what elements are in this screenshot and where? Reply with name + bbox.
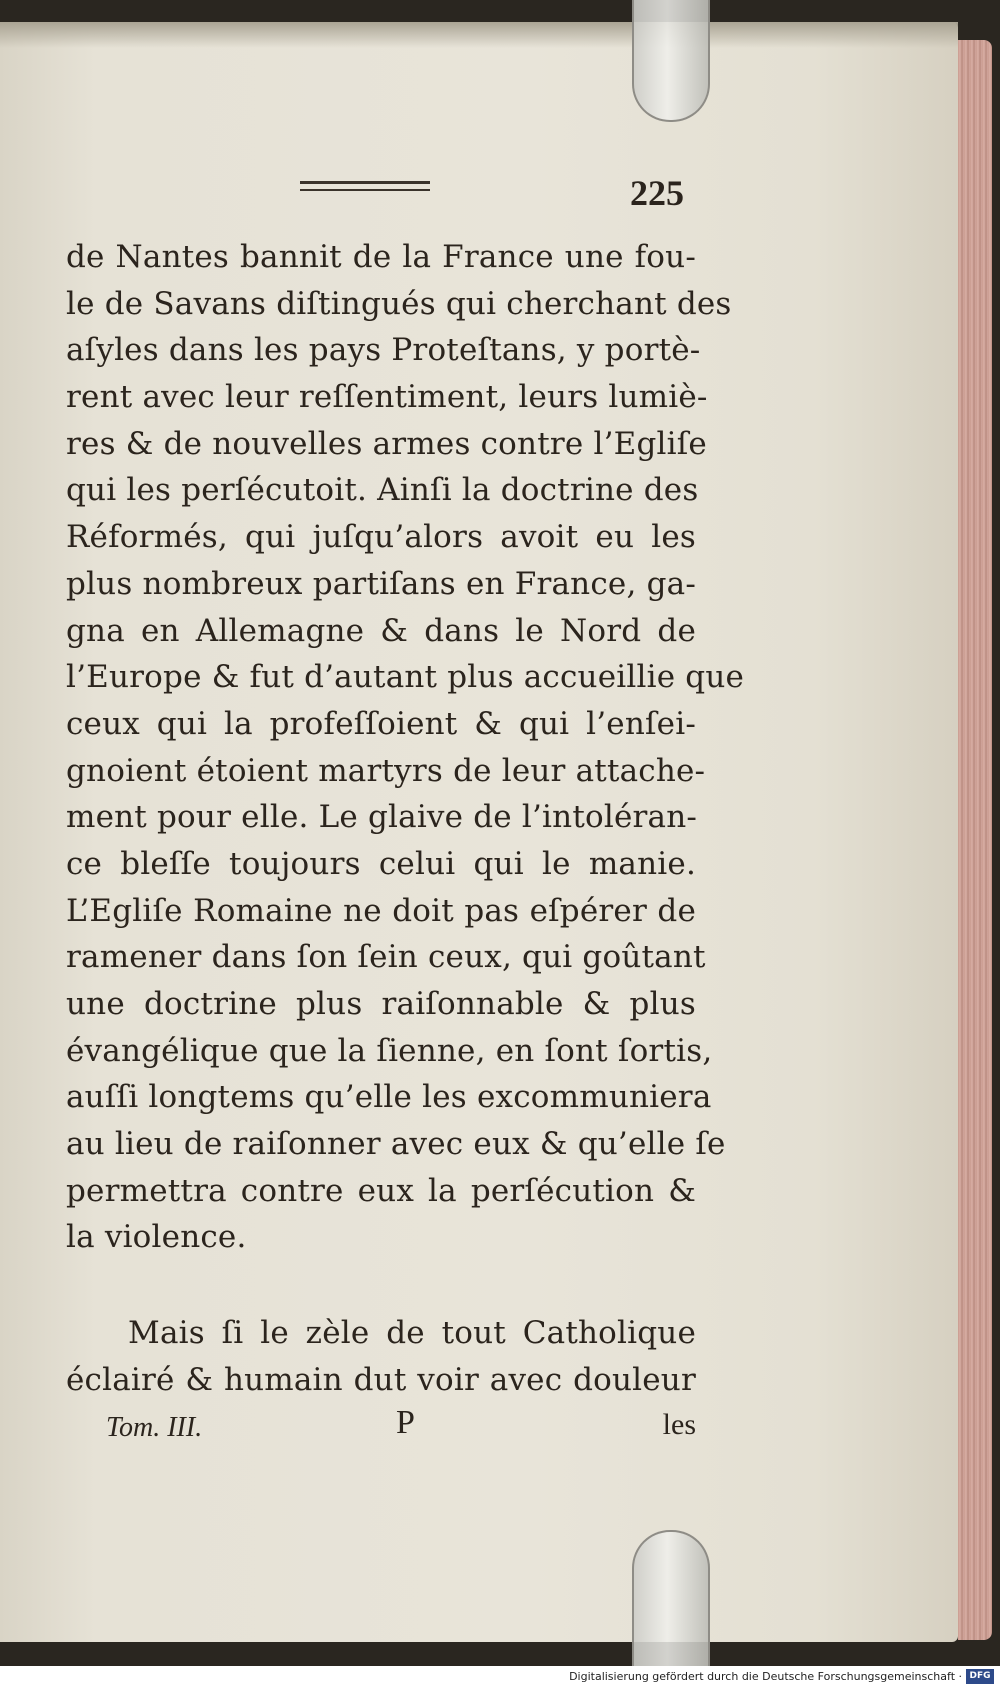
text-line: éclairé & humain dut voir avec douleur [66, 1361, 696, 1398]
signature-letter: P [396, 1404, 415, 1441]
text-line: plus nombreux partiſans en France, ga- [66, 565, 696, 602]
page-number: 225 [630, 173, 684, 213]
page-footer [106, 1400, 696, 1450]
text-line: au lieu de raiſonner avec eux & qu’elle ſe [66, 1126, 726, 1163]
text-line: qui les perſécutoit. Ainſi la doctrine des [66, 472, 699, 509]
text-line: ceux qui la profeſſoient & qui l’enſei- [66, 705, 696, 742]
text-line: une doctrine plus raiſonnable & plus [66, 986, 696, 1022]
text-line: gna en Allemagne & dans le Nord de [66, 612, 696, 649]
dfg-logo: DFG [966, 1669, 994, 1684]
digitization-notice: Digitalisierung gefördert durch die Deutsche Forschungsgemeinschaft · [569, 1670, 962, 1683]
text-line: ramener dans ſon ſein ceux, qui goûtant [66, 939, 706, 976]
text-line: Réformés, qui juſqu’alors avoit eu les [66, 519, 696, 556]
paragraph-2 [66, 1310, 696, 1403]
text-line: permettra contre eux la perſécution & [66, 1172, 696, 1209]
text-line: L’Egliſe Romaine ne doit pas eſpérer de [66, 892, 696, 929]
text-line: aſyles dans les pays Proteſtans, y portè- [66, 332, 701, 369]
catchword: les [662, 1408, 696, 1441]
book-clip-bottom [632, 1530, 710, 1672]
header-rule [300, 181, 430, 191]
text-line: le de Savans diſtingués qui cherchant des [66, 285, 732, 322]
text-line: ment pour elle. Le glaive de l’intoléran- [66, 799, 698, 836]
text-line: rent avec leur reſſentiment, leurs lumiè- [66, 379, 708, 416]
digitization-bar [0, 1666, 1000, 1689]
text-line: gnoient étoient martyrs de leur attache- [66, 752, 706, 789]
text-line: Mais ſi le zèle de tout Catholique [128, 1315, 696, 1351]
text-line: de Nantes bannit de la France une fou- [66, 239, 696, 275]
page-edge [958, 40, 992, 1640]
text-line: res & de nouvelles armes contre l’Egliſe [66, 425, 707, 462]
text-line: évangélique que la ſienne, en ſont ſortis, [66, 1032, 713, 1069]
text-line: ce bleſſe toujours celui qui le manie. [66, 845, 696, 882]
page-top-shadow [0, 22, 958, 48]
book-clip-top [632, 0, 710, 122]
volume-signature: Tom. III. [106, 1412, 203, 1443]
text-line: l’Europe & fut d’autant plus accueillie que [66, 659, 745, 696]
text-line: la violence. [66, 1219, 247, 1256]
text-line: auſſi longtems qu’elle les excommuniera [66, 1079, 712, 1116]
paragraph-1 [66, 234, 745, 1261]
